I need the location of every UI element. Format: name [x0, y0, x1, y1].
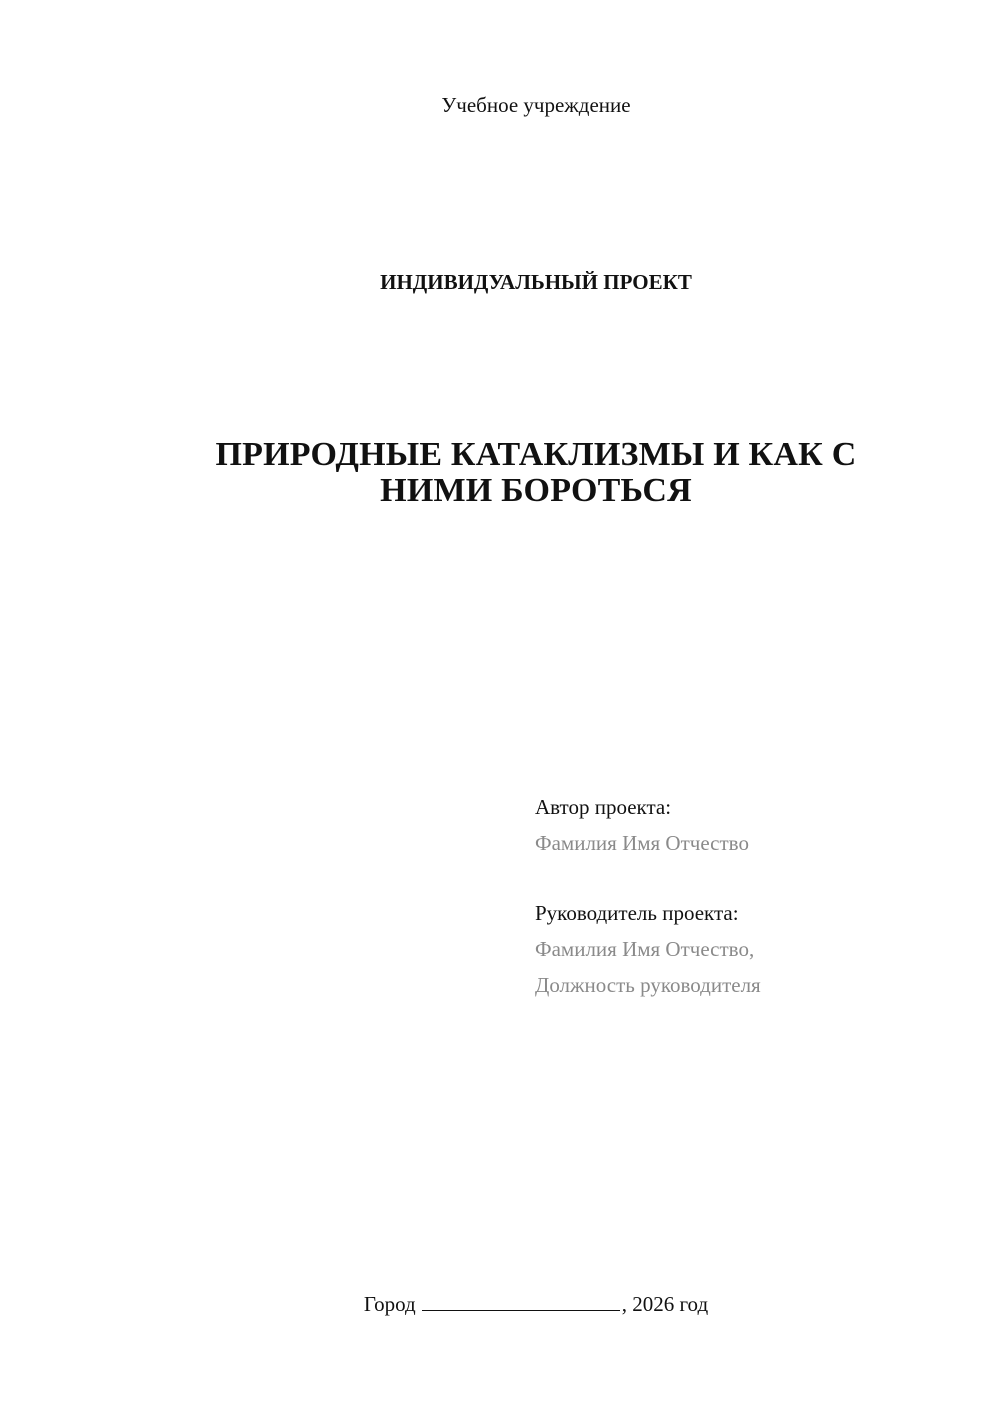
project-title-line-2: НИМИ БОРОТЬСЯ	[380, 472, 692, 509]
author-label: Автор проекта:	[535, 795, 672, 819]
supervisor-label: Руководитель проекта:	[535, 901, 739, 925]
institution-name: Учебное учреждение	[441, 93, 631, 117]
city-blank-line	[422, 1292, 620, 1311]
credits-spacer	[535, 861, 955, 895]
footer-city-year	[0, 1290, 1000, 1318]
project-title	[0, 437, 1000, 509]
author-name-placeholder: Фамилия Имя Отчество	[535, 831, 749, 855]
project-credits	[535, 789, 955, 1003]
city-label: Город	[363, 1292, 416, 1316]
supervisor-name-placeholder: Фамилия Имя Отчество,	[535, 937, 755, 961]
year-text: , 2026 год	[621, 1292, 709, 1316]
project-type-heading: ИНДИВИДУАЛЬНЫЙ ПРОЕКТ	[380, 270, 692, 294]
supervisor-position-placeholder: Должность руководителя	[535, 973, 761, 997]
project-title-line-1: ПРИРОДНЫЕ КАТАКЛИЗМЫ И КАК С	[215, 436, 857, 473]
